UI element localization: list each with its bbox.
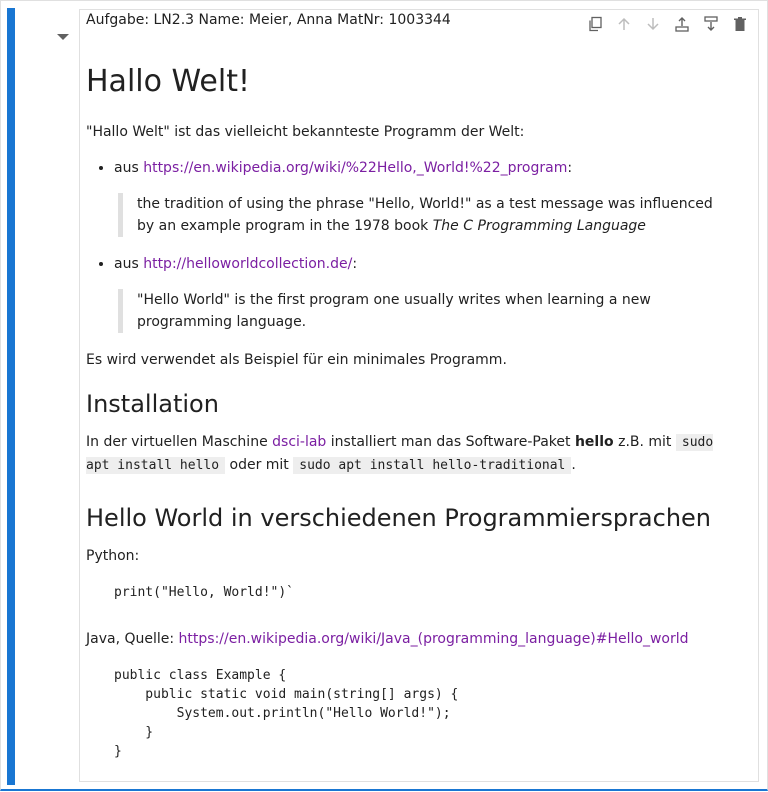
list-item	[114, 157, 726, 179]
dsci-lab-link[interactable]: dsci-lab	[272, 434, 327, 450]
install-text: z.B. mit	[613, 434, 676, 450]
quote-text: "Hello World" is the first program one usually writes when learning a new programming language.	[137, 292, 651, 330]
list-item-suffix: :	[567, 160, 573, 176]
move-up-icon[interactable]	[614, 14, 634, 34]
java-label-text: Java, Quelle:	[86, 631, 179, 647]
collapse-caret-icon[interactable]	[57, 34, 69, 40]
install-text: oder mit	[225, 457, 294, 473]
usage-paragraph: Es wird verwendet als Beispiel für ein minimales Programm.	[86, 352, 507, 368]
markdown-rendered	[86, 52, 726, 782]
delete-cell-icon[interactable]	[730, 14, 750, 34]
markdown-cell[interactable]	[79, 9, 759, 782]
quote-text: the tradition of using the phrase "Hello, World!" as a test message was influenced by an example program in the 1978 book	[137, 196, 713, 234]
doc-title: Hallo Welt!	[86, 64, 250, 99]
python-code-block: print("Hello, World!")`	[114, 585, 295, 600]
python-label: Python:	[86, 548, 140, 564]
cell-header-text: Aufgabe: LN2.3 Name: Meier, Anna MatNr: 1003344	[86, 12, 451, 28]
install-traditional-code: sudo apt install hello-traditional	[293, 457, 571, 474]
helloworldcollection-link[interactable]: http://helloworldcollection.de/	[143, 256, 353, 272]
java-wikipedia-link[interactable]: https://en.wikipedia.org/wiki/Java_(programming_language)#Hello_world	[178, 631, 689, 647]
source-list	[86, 157, 726, 333]
installation-heading: Installation	[86, 390, 219, 418]
list-item-suffix: :	[352, 256, 358, 272]
duplicate-cell-icon[interactable]	[585, 14, 605, 34]
insert-above-icon[interactable]	[672, 14, 692, 34]
cell-toolbar	[585, 14, 750, 34]
list-item-prefix: aus	[114, 256, 144, 272]
cell-collapser-bar[interactable]	[7, 8, 15, 785]
insert-below-icon[interactable]	[701, 14, 721, 34]
list-item-prefix: aus	[114, 160, 144, 176]
quote-block	[118, 193, 726, 237]
install-text: .	[571, 457, 576, 473]
languages-heading: Hello World in verschiedenen Programmiersprachen	[86, 504, 712, 532]
package-name: hello	[574, 434, 614, 450]
list-item	[114, 253, 726, 275]
installation-paragraph	[86, 431, 726, 477]
move-down-icon[interactable]	[643, 14, 663, 34]
wikipedia-link[interactable]: https://en.wikipedia.org/wiki/%22Hello,_World!%22_program	[143, 160, 568, 176]
quote-block	[118, 289, 726, 333]
install-command-code: sudo apt install hello	[86, 435, 714, 473]
java-code-block: public class Example { public static void main(string[] args) { System.out.println("Hello World!"); } }	[114, 668, 459, 759]
quote-book-title: The C Programming Language	[432, 218, 646, 234]
java-label	[86, 628, 726, 650]
install-text: installiert man das Software-Paket	[326, 434, 575, 450]
intro-paragraph: "Hallo Welt" ist das vielleicht bekannteste Programm der Welt:	[86, 124, 525, 140]
install-text: In der virtuellen Maschine	[86, 434, 273, 450]
